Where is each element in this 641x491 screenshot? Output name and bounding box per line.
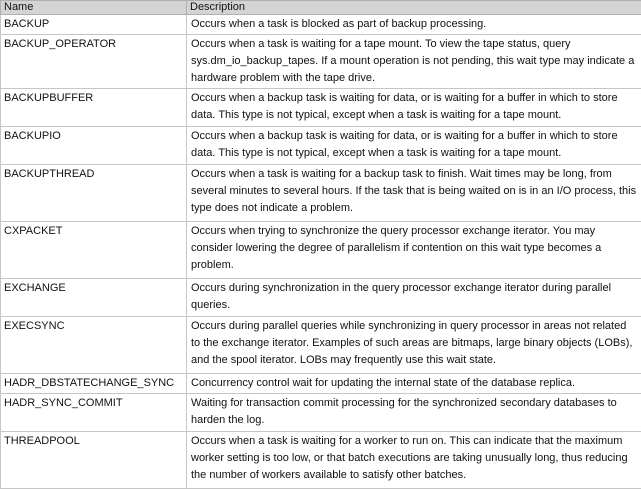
wait-type-name: BACKUP_OPERATOR xyxy=(1,35,187,89)
wait-type-description: Occurs during synchronization in the query processor exchange iterator during parallel queries. xyxy=(187,279,641,317)
column-header-description: Description xyxy=(187,1,641,15)
wait-type-description: Occurs when a task is waiting for a worker to run on. This can indicate that the maximum worker setting is too low, or that batch executions are taking unusually long, thus reducing the number of workers available to satisfy other batches. xyxy=(187,432,641,489)
wait-type-description: Occurs when a backup task is waiting for data, or is waiting for a buffer in which to store data. This type is not typical, except when a task is waiting for a tape mount. xyxy=(187,89,641,127)
wait-type-name: HADR_SYNC_COMMIT xyxy=(1,394,187,432)
wait-type-name: CXPACKET xyxy=(1,222,187,279)
wait-type-name: EXECSYNC xyxy=(1,317,187,374)
wait-type-name: BACKUPTHREAD xyxy=(1,165,187,222)
wait-type-name: BACKUPIO xyxy=(1,127,187,165)
wait-type-name: THREADPOOL xyxy=(1,432,187,489)
table-row xyxy=(1,374,641,394)
wait-type-description: Occurs when trying to synchronize the query processor exchange iterator. You may consider lowering the degree of parallelism if contention on this wait type becomes a problem. xyxy=(187,222,641,279)
column-header-name: Name xyxy=(1,1,187,15)
wait-type-name: EXCHANGE xyxy=(1,279,187,317)
table-row xyxy=(1,15,641,35)
wait-type-name: BACKUPBUFFER xyxy=(1,89,187,127)
header-row xyxy=(1,1,641,15)
table-row xyxy=(1,165,641,222)
table-row xyxy=(1,35,641,89)
wait-type-description: Waiting for transaction commit processing for the synchronized secondary databases to harden the log. xyxy=(187,394,641,432)
table-row xyxy=(1,279,641,317)
wait-type-name: BACKUP xyxy=(1,15,187,35)
table-row xyxy=(1,432,641,489)
wait-type-description: Concurrency control wait for updating the internal state of the database replica. xyxy=(187,374,641,394)
wait-type-description: Occurs when a task is blocked as part of backup processing. xyxy=(187,15,641,35)
wait-type-name: HADR_DBSTATECHANGE_SYNC xyxy=(1,374,187,394)
table-row xyxy=(1,127,641,165)
table-row xyxy=(1,317,641,374)
table-row xyxy=(1,89,641,127)
table-row xyxy=(1,394,641,432)
wait-type-description: Occurs during parallel queries while synchronizing in query processor in areas not related to the exchange iterator. Examples of such areas are bitmaps, large binary objects (LOBs), and the spool iterator. LOBs may frequently use this wait state. xyxy=(187,317,641,374)
table-row xyxy=(1,222,641,279)
wait-type-description: Occurs when a task is waiting for a tape mount. To view the tape status, query sys.dm_io_backup_tapes. If a mount operation is not pending, this wait type may indicate a hardware problem with the tape drive. xyxy=(187,35,641,89)
wait-type-description: Occurs when a task is waiting for a backup task to finish. Wait times may be long, from several minutes to several hours. If the task that is being waited on is in an I/O process, this type does not indicate a problem. xyxy=(187,165,641,222)
wait-type-description: Occurs when a backup task is waiting for data, or is waiting for a buffer in which to store data. This type is not typical, except when a task is waiting for a tape mount. xyxy=(187,127,641,165)
